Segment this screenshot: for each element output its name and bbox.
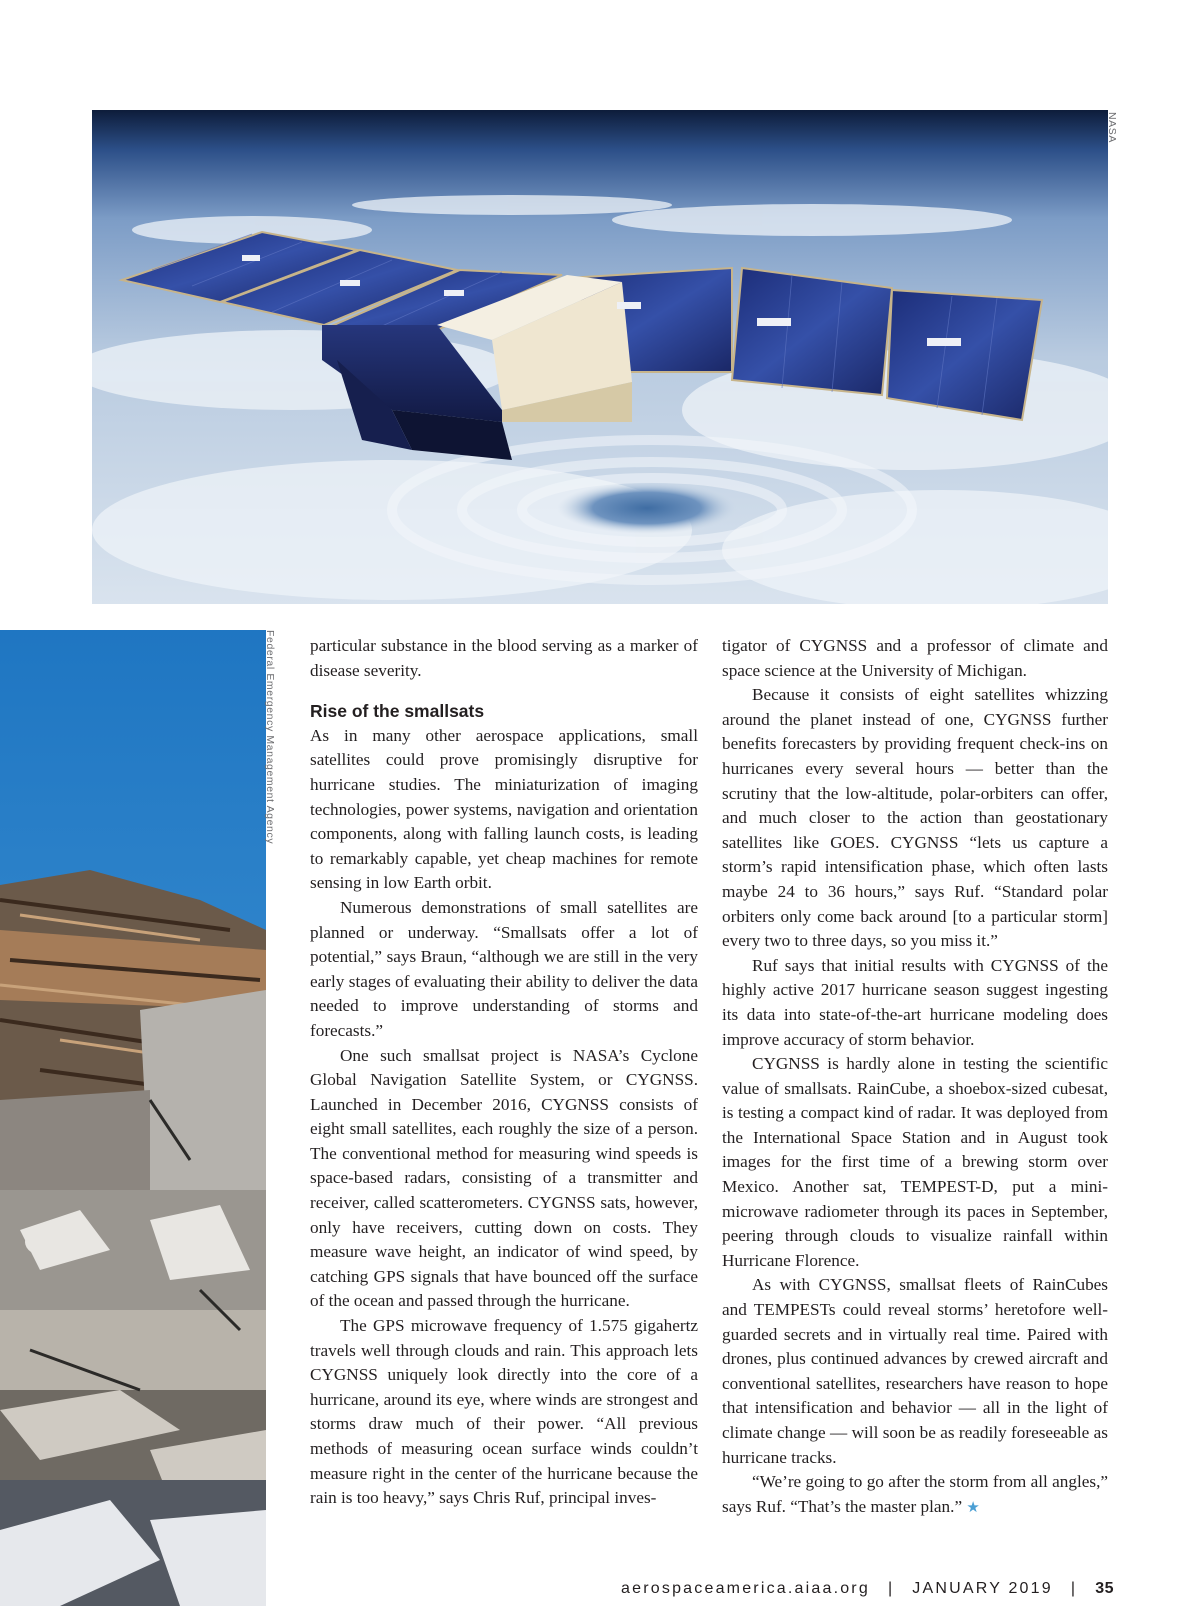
paragraph: The GPS microwave frequency of 1.575 gigahertz travels well through clouds and rain. This approach lets CYGNSS uniquely look directly into the core of a hurricane, around its eye, where winds are strongest and storms draw much of their power. “All previous methods of measuring ocean surface winds couldn’t measure right in the center of the hurricane because the rain is too heavy,” says Chris Ruf, principal inves- — [310, 1316, 698, 1508]
paragraph: As in many other aerospace applications, small satellites could prove promisingly disruptive for hurricane studies. The miniaturization of imaging technologies, power systems, navigation and orientation components, along with falling launch costs, is leading to remarkably capable, yet cheap machines for remote sensing in low Earth orbit. — [310, 725, 698, 893]
hurricane-damage-photo — [0, 630, 266, 1606]
paragraph: Ruf says that initial results with CYGNSS of the highly active 2017 hurricane season suggest ingesting its data into state-of-the-art hurricane modeling does improve accuracy of storm behavior. — [722, 955, 1108, 1049]
paragraph: Because it consists of eight satellites whizzing around the planet instead of one, CYGNSS further benefits forecasters by providing frequent check-ins on hurricanes every several hours — better than the scrutiny that the low-altitude, polar-orbiters can offer, and much closer to the action than geostationary satellites like GOES. CYGNSS “lets us capture a storm’s rapid intensification phase, which often lasts maybe 24 to 36 hours,” says Ruf. “Standard polar orbiters only come back around [to a particular storm] every two to three days, so you miss it.” — [722, 685, 1108, 951]
footer-site-url: aerospaceamerica.aiaa.org — [621, 1580, 870, 1597]
hurricane-damaged-buildings-photo — [0, 630, 266, 1606]
paragraph: Numerous demonstrations of small satellites are planned or underway. “Smallsats offer a lot of potential,” says Braun, “although we are still in the very early stages of evaluating their ability to deliver the data needed to improve understanding of storms and forecasts.” — [310, 897, 698, 1040]
footer-issue-date: JANUARY 2019 — [912, 1580, 1053, 1597]
paragraph: tigator of CYGNSS and a professor of climate and space science at the University of Michigan. — [722, 636, 1108, 680]
satellite-over-hurricane-illustration — [92, 110, 1108, 604]
final-paragraph — [722, 1470, 1108, 1520]
article-column-2 — [722, 634, 1108, 1520]
end-star-icon: ★ — [966, 1499, 980, 1516]
page-number: 35 — [1095, 1580, 1114, 1597]
page-footer — [621, 1580, 1114, 1598]
section-heading: Rise of the smallsats — [310, 701, 485, 722]
article-column-1 — [310, 634, 698, 1511]
paragraph: CYGNSS is hardly alone in testing the scientific value of smallsats. RainCube, a shoebox-sized cubesat, is testing a compact kind of radar. It was deployed from the International Space Station and in August took images for the first time of a brewing storm over Mexico. Another sat, TEMPEST-D, put a mini-microwave radiometer through its paces in September, peering through clouds to visualize rainfall within Hurricane Florence. — [722, 1054, 1108, 1270]
paragraph: As with CYGNSS, smallsat fleets of RainCubes and TEMPESTs could reveal storms’ heretofore well-guarded secrets and in virtually real time. Paired with drones, plus continued advances by crewed aircraft and conventional satellites, researchers have reason to hope that intensification and behavior — all in the light of climate change — will soon be as readily foreseeable as hurricane tracks. — [722, 1275, 1108, 1467]
footer-separator: | — [1070, 1580, 1078, 1597]
satellite-hero-image — [92, 110, 1108, 604]
paragraph: particular substance in the blood serving as a marker of disease severity. — [310, 636, 698, 680]
photo-credit-nasa: NASA — [1106, 112, 1118, 143]
paragraph: One such smallsat project is NASA’s Cyclone Global Navigation Satellite System, or CYGNSS. Launched in December 2016, CYGNSS consists of eight small satellites, each roughly the size of a person. The conventional method for measuring wind speeds is space-based radars, consisting of a transmitter and receiver, called scatterometers. CYGNSS sats, however, only have receivers, cutting down on costs. They measure wave height, an indicator of wind speed, by catching GPS signals that have bounced off the surface of the ocean and passed through the hurricane. — [310, 1045, 698, 1311]
footer-separator: | — [887, 1580, 895, 1597]
final-paragraph-text: “We’re going to go after the storm from all angles,” says Ruf. “That’s the master plan.” — [722, 1472, 1108, 1516]
photo-credit-fema: Federal Emergency Management Agency — [264, 630, 276, 845]
